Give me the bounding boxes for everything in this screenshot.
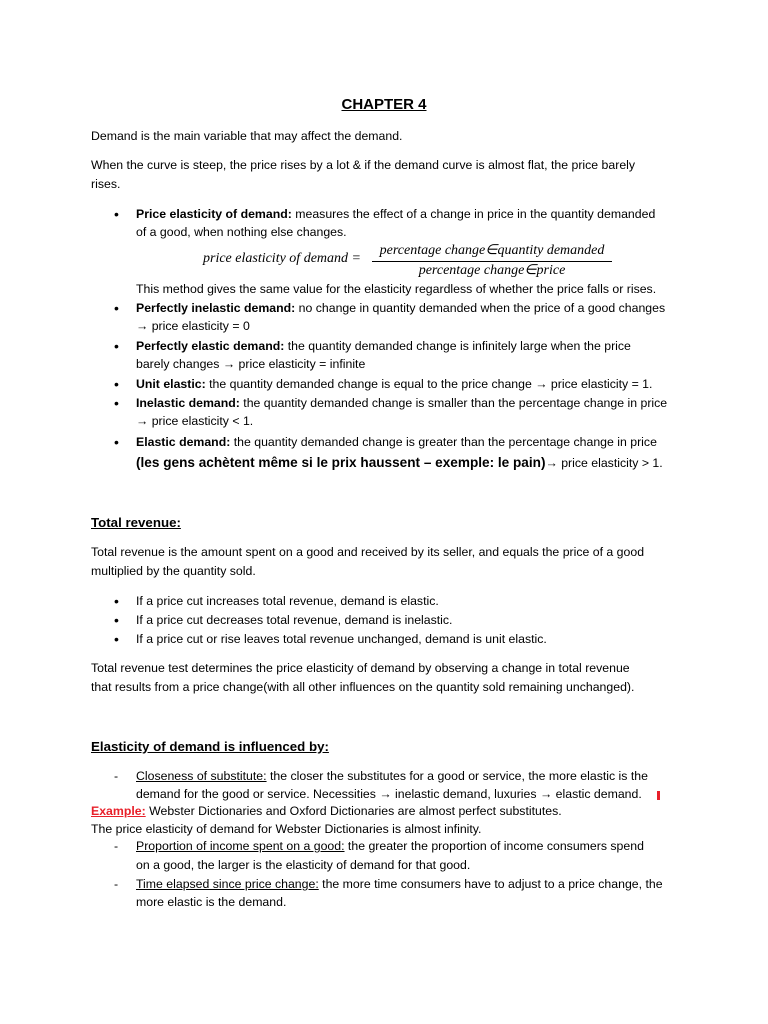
intro-line-1: Demand is the main variable that may affect the demand. [91,129,403,143]
paragraph: Total revenue test determines the price elasticity of demand by observing a change in total revenue [91,661,630,675]
item-text: the quantity demanded change is smaller than the percentage change in price [239,396,668,410]
section-heading-total-revenue: Total revenue: [91,515,181,530]
paragraph: multiplied by the quantity sold. [91,564,256,578]
term-perfectly-elastic: Perfectly elastic demand: [136,339,285,353]
item-text: the quantity demanded change is greater than the percentage change in price [230,435,657,449]
item-text: the more time consumers have to adjust to a price change, the [318,877,663,891]
paragraph: Total revenue is the amount spent on a good and received by its seller, and equals the price of a good [91,545,645,559]
list-item-cont: more elastic is the demand. [136,895,287,909]
list-item-cont: on a good, the larger is the elasticity of demand for that good. [136,858,471,872]
formula-lhs: price elasticity of demand = [203,251,361,266]
formula-fraction [372,242,612,282]
formula-denominator: percentage change∈price [418,263,566,278]
example-line-2: The price elasticity of demand for Webster Dictionaries is almost infinity. [91,822,482,836]
bullet-icon: • [114,206,119,222]
item-text: the closer the substitutes for a good or service, the more elastic is the [266,769,648,783]
list-item [136,375,652,393]
bullet-icon: • [114,434,119,450]
list-item-cont [136,454,663,472]
term-inelastic: Inelastic demand: [136,396,240,410]
term-unit-elastic: Unit elastic: [136,377,206,391]
term-elastic: Elastic demand: [136,435,231,449]
bullet-icon: • [114,376,119,392]
dash-marker: - [114,877,119,891]
intro-line-2a: When the curve is steep, the price rises by a lot & if the demand curve is almost flat, the price barely [91,158,636,172]
method-note: This method gives the same value for the elasticity regardless of whether the price falls or rises. [136,282,657,296]
list-item [136,299,665,317]
list-item-cont: → price elasticity < 1. [136,414,254,428]
list-item-cont: → price elasticity = 0 [136,319,250,333]
paragraph: that results from a price change(with all other influences on the quantity sold remaining unchanged). [91,680,635,694]
item-text: the greater the proportion of income consumers spend [344,839,644,853]
bullet-icon: • [114,631,119,647]
list-item [136,337,631,355]
french-note: (les gens achètent même si le prix haussent – exemple: le pain) [136,455,546,470]
bullet-icon: • [114,593,119,609]
list-item [136,767,648,785]
example-label: Example: [91,804,146,818]
chapter-title: CHAPTER 4 [341,96,427,113]
list-item [136,837,644,855]
dash-marker: - [114,839,119,853]
list-item [136,433,657,451]
list-item-cont: demand for the good or service. Necessities → inelastic demand, luxuries → elastic demand. [136,787,642,801]
list-item: If a price cut decreases total revenue, demand is inelastic. [136,613,453,627]
list-item [136,205,655,223]
intro-line-2b: rises. [91,177,121,191]
item-text: no change in quantity demanded when the price of a good changes [295,301,666,315]
list-item: If a price cut increases total revenue, demand is elastic. [136,594,439,608]
item-text: Webster Dictionaries and Oxford Dictionaries are almost perfect substitutes. [145,804,562,818]
bullet-icon: • [114,612,119,628]
section-heading-influences: Elasticity of demand is influenced by: [91,739,329,754]
list-item-cont: of a good, when nothing else changes. [136,225,347,239]
bullet-icon: • [114,395,119,411]
bullet-icon: • [114,338,119,354]
item-text: the quantity demanded change is equal to the price change → price elasticity = 1. [205,377,653,391]
list-item [136,875,663,893]
list-item: If a price cut or rise leaves total revenue unchanged, demand is unit elastic. [136,632,547,646]
bullet-icon: • [114,300,119,316]
dash-marker: - [114,769,119,783]
term-closeness-of-substitute: Closeness of substitute: [136,769,267,783]
item-text: the quantity demanded change is infinitely large when the price [284,339,631,353]
item-text: → price elasticity > 1. [545,456,663,470]
term-time-elapsed: Time elapsed since price change: [136,877,319,891]
term-perfectly-inelastic: Perfectly inelastic demand: [136,301,296,315]
red-marker [657,791,660,800]
term-proportion-of-income: Proportion of income spent on a good: [136,839,345,853]
item-text: measures the effect of a change in price in the quantity demanded [291,207,656,221]
term-price-elasticity: Price elasticity of demand: [136,207,292,221]
list-item [136,394,667,412]
example-line [91,802,562,820]
list-item-cont: barely changes → price elasticity = infinite [136,357,366,371]
formula-numerator: percentage change∈quantity demanded [379,243,605,258]
